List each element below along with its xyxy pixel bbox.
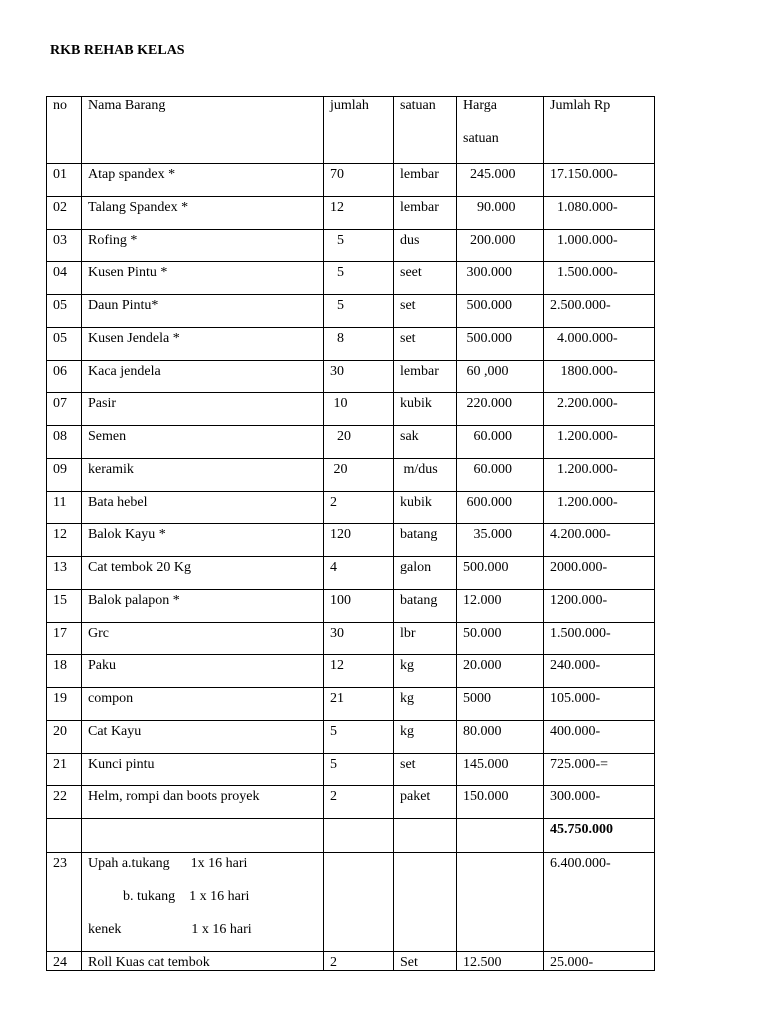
- cell-name: Grc: [82, 622, 324, 655]
- cell-total: 1.200.000-: [544, 426, 655, 459]
- cell-name: Rofing *: [82, 229, 324, 262]
- table-row: [47, 786, 655, 819]
- cell-total: 1.000.000-: [544, 229, 655, 262]
- cell-no: 19: [47, 688, 82, 721]
- header-qty: jumlah: [324, 97, 394, 164]
- cell-name: Atap spandex *: [82, 164, 324, 197]
- cell-unit: lbr: [394, 622, 457, 655]
- table-row: [47, 655, 655, 688]
- cell-qty: 4: [324, 557, 394, 590]
- cell-no: 12: [47, 524, 82, 557]
- cell-no: 02: [47, 196, 82, 229]
- cell-price: 500.000: [457, 557, 544, 590]
- cell-qty: 5: [324, 753, 394, 786]
- table-row: [47, 589, 655, 622]
- cell-name: Pasir: [82, 393, 324, 426]
- cell-name: Kusen Jendela *: [82, 327, 324, 360]
- cell-unit: dus: [394, 229, 457, 262]
- table-row: [47, 426, 655, 459]
- cell-price: 200.000: [457, 229, 544, 262]
- cell-name: Kaca jendela: [82, 360, 324, 393]
- cell-qty: 12: [324, 196, 394, 229]
- cell-total: 6.400.000-: [544, 853, 655, 952]
- cell-no: 13: [47, 557, 82, 590]
- cell-name: Helm, rompi dan boots proyek: [82, 786, 324, 819]
- cell-price: 500.000: [457, 327, 544, 360]
- cell-unit: set: [394, 753, 457, 786]
- cell-total: 725.000-=: [544, 753, 655, 786]
- cell-no: 03: [47, 229, 82, 262]
- cell-price: 600.000: [457, 491, 544, 524]
- cell-no: 24: [47, 952, 82, 971]
- cell-unit: batang: [394, 589, 457, 622]
- cell-qty: 5: [324, 295, 394, 328]
- cell-qty: 12: [324, 655, 394, 688]
- cell-total: 4.000.000-: [544, 327, 655, 360]
- cell-price: 145.000: [457, 753, 544, 786]
- cell-unit: batang: [394, 524, 457, 557]
- cell-no: 22: [47, 786, 82, 819]
- cell-qty: 21: [324, 688, 394, 721]
- cell-name: Roll Kuas cat tembok: [82, 952, 324, 971]
- cell-unit: seet: [394, 262, 457, 295]
- cell-qty: 5: [324, 262, 394, 295]
- cell-qty: 120: [324, 524, 394, 557]
- table-row: [47, 557, 655, 590]
- cell-total: 2.200.000-: [544, 393, 655, 426]
- cell-qty: 20: [324, 458, 394, 491]
- cell-name: Bata hebel: [82, 491, 324, 524]
- empty-cell: [394, 819, 457, 853]
- cell-price: 80.000: [457, 720, 544, 753]
- cell-unit: kubik: [394, 491, 457, 524]
- table-header-row: [47, 97, 655, 164]
- cell-unit: paket: [394, 786, 457, 819]
- cell-unit: galon: [394, 557, 457, 590]
- budget-table: [46, 96, 655, 971]
- cell-price: 245.000: [457, 164, 544, 197]
- cell-unit: lembar: [394, 196, 457, 229]
- cell-name: Cat tembok 20 Kg: [82, 557, 324, 590]
- cell-name: Cat Kayu: [82, 720, 324, 753]
- cell-unit: set: [394, 295, 457, 328]
- cell-total: 25.000-: [544, 952, 655, 971]
- cell-total: 2000.000-: [544, 557, 655, 590]
- cell-price: 500.000: [457, 295, 544, 328]
- cell-no: 06: [47, 360, 82, 393]
- cell-no: 05: [47, 327, 82, 360]
- cell-name: Talang Spandex *: [82, 196, 324, 229]
- cell-price: 60.000: [457, 458, 544, 491]
- table-row: [47, 229, 655, 262]
- table-row: [47, 262, 655, 295]
- cell-qty: 10: [324, 393, 394, 426]
- cell-qty: 100: [324, 589, 394, 622]
- cell-price: 12.000: [457, 589, 544, 622]
- cell-no: 05: [47, 295, 82, 328]
- empty-cell: [324, 853, 394, 952]
- header-price: Harga satuan: [457, 97, 544, 164]
- cell-total: 2.500.000-: [544, 295, 655, 328]
- cell-name: Semen: [82, 426, 324, 459]
- labor-description: Upah a.tukang 1x 16 hari b. tukang 1 x 16 hari kenek 1 x 16 hari: [82, 853, 324, 952]
- cell-no: 07: [47, 393, 82, 426]
- cell-qty: 5: [324, 720, 394, 753]
- table-row: [47, 491, 655, 524]
- cell-unit: lembar: [394, 360, 457, 393]
- cell-qty: 30: [324, 622, 394, 655]
- document-title: RKB REHAB KELAS: [50, 43, 185, 58]
- cell-unit: Set: [394, 952, 457, 971]
- table-row: [47, 164, 655, 197]
- cell-price: 60 ,000: [457, 360, 544, 393]
- cell-qty: 5: [324, 229, 394, 262]
- header-name: Nama Barang: [82, 97, 324, 164]
- cell-unit: kg: [394, 688, 457, 721]
- cell-qty: 20: [324, 426, 394, 459]
- cell-total: 4.200.000-: [544, 524, 655, 557]
- cell-no: 17: [47, 622, 82, 655]
- cell-no: 21: [47, 753, 82, 786]
- cell-no: 18: [47, 655, 82, 688]
- cell-qty: 70: [324, 164, 394, 197]
- empty-cell: [47, 819, 82, 853]
- cell-total: 1200.000-: [544, 589, 655, 622]
- cell-qty: 2: [324, 952, 394, 971]
- table-row: [47, 720, 655, 753]
- cell-total: 300.000-: [544, 786, 655, 819]
- table-row: [47, 327, 655, 360]
- cell-price: 90.000: [457, 196, 544, 229]
- cell-qty: 30: [324, 360, 394, 393]
- cell-total: 1.500.000-: [544, 262, 655, 295]
- cell-total: 105.000-: [544, 688, 655, 721]
- cell-qty: 8: [324, 327, 394, 360]
- cell-name: Kusen Pintu *: [82, 262, 324, 295]
- cell-unit: m/dus: [394, 458, 457, 491]
- cell-no: 20: [47, 720, 82, 753]
- table-row: [47, 753, 655, 786]
- cell-price: 220.000: [457, 393, 544, 426]
- cell-unit: kubik: [394, 393, 457, 426]
- cell-unit: set: [394, 327, 457, 360]
- cell-no: 15: [47, 589, 82, 622]
- table-row: [47, 524, 655, 557]
- cell-qty: 2: [324, 786, 394, 819]
- table-row: [47, 458, 655, 491]
- table-row: [47, 688, 655, 721]
- empty-cell: [394, 853, 457, 952]
- cell-name: Daun Pintu*: [82, 295, 324, 328]
- table-row: [47, 360, 655, 393]
- cell-no: 01: [47, 164, 82, 197]
- cell-unit: lembar: [394, 164, 457, 197]
- cell-price: 12.500: [457, 952, 544, 971]
- cell-unit: kg: [394, 720, 457, 753]
- cell-name: compon: [82, 688, 324, 721]
- cell-price: 150.000: [457, 786, 544, 819]
- cell-total: 1800.000-: [544, 360, 655, 393]
- cell-total: 1.500.000-: [544, 622, 655, 655]
- table-row: [47, 622, 655, 655]
- cell-total: 240.000-: [544, 655, 655, 688]
- cell-price: 5000: [457, 688, 544, 721]
- cell-price: 20.000: [457, 655, 544, 688]
- header-total: Jumlah Rp: [544, 97, 655, 164]
- cell-no: 09: [47, 458, 82, 491]
- cell-price: 50.000: [457, 622, 544, 655]
- empty-cell: [457, 819, 544, 853]
- cell-no: 04: [47, 262, 82, 295]
- cell-price: 300.000: [457, 262, 544, 295]
- table-row: [47, 196, 655, 229]
- cell-no: 08: [47, 426, 82, 459]
- empty-cell: [457, 853, 544, 952]
- cell-name: Paku: [82, 655, 324, 688]
- cell-unit: sak: [394, 426, 457, 459]
- cell-name: Balok palapon *: [82, 589, 324, 622]
- cell-total: 17.150.000-: [544, 164, 655, 197]
- cell-price: 60.000: [457, 426, 544, 459]
- table-row: [47, 295, 655, 328]
- cell-total: 1.200.000-: [544, 491, 655, 524]
- header-no: no: [47, 97, 82, 164]
- empty-cell: [82, 819, 324, 853]
- cell-total: 1.200.000-: [544, 458, 655, 491]
- cell-price: 35.000: [457, 524, 544, 557]
- subtotal-cell: 45.750.000: [544, 819, 655, 853]
- cell-unit: kg: [394, 655, 457, 688]
- cell-total: 1.080.000-: [544, 196, 655, 229]
- cell-name: Kunci pintu: [82, 753, 324, 786]
- cell-qty: 2: [324, 491, 394, 524]
- cell-no: 11: [47, 491, 82, 524]
- labor-row: [47, 853, 655, 952]
- empty-cell: [324, 819, 394, 853]
- subtotal-row: [47, 819, 655, 853]
- cell-total: 400.000-: [544, 720, 655, 753]
- header-unit: satuan: [394, 97, 457, 164]
- table-row: [47, 393, 655, 426]
- cell-name: keramik: [82, 458, 324, 491]
- cell-name: Balok Kayu *: [82, 524, 324, 557]
- table-row: [47, 952, 655, 971]
- cell-no: 23: [47, 853, 82, 952]
